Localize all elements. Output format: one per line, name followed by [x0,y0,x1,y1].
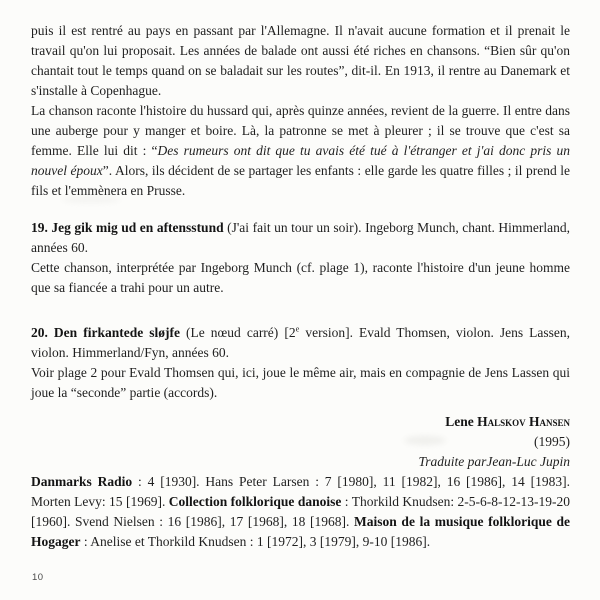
track-19-note: Cette chanson, interprétée par Ingeborg Munch (cf. plage 1), raconte l'histoire d'un jeune homme que sa fiancée a trahi pour un autre. [31,260,570,295]
track-20-note: Voir plage 2 pour Evald Thomsen qui, ici, joue le même air, mais en compagnie de Jens Lassen qui joue la “seconde” partie (accords). [31,365,570,400]
track-20-heading [31,323,570,363]
track-20-entry [31,323,570,403]
credits-source-3: Maison de la musique folklorique de Hogager [31,514,570,549]
track-19-entry [31,218,570,298]
track-19-heading [31,218,570,258]
credits-segment-2: : Thorkild Knudsen: 2-5-6-8-12-13-19-20 [1960]. Svend Nielsen : 16 [1986], 17 [1968], 18 [1968]. [31,494,570,529]
recording-credits [31,472,570,552]
credits-segment-3: : Anelise et Thorkild Knudsen : 1 [1972], 3 [1979], 9-10 [1986]. [80,534,431,549]
signature-year: (1995) [534,434,570,449]
story-quote-italic: Des rumeurs ont dit que tu avais été tué à l'étranger et j'ai donc pris un nouvel époux [31,143,570,178]
signature-block [31,412,570,472]
author-first-name: Lene [445,414,478,429]
credits-segment-1: : 4 [1930]. Hans Peter Larsen : 7 [1980], 11 [1982], 16 [1986], 14 [1983]. Morten Levy: 15 [1969]. [31,474,571,509]
author-last-name-smallcaps: Halskov Hansen [477,414,570,429]
story-lead-text: La chanson raconte l'histoire du hussard qui, après quinze années, revient de la guerre. Il entre dans une auberge pour y manger et boire. Là, la patronne se met à pleurer ; il se trouve que c'est sa femme. Elle lui dit : “ [31,103,570,158]
paragraph-continuation: puis il est rentré au pays en passant par l'Allemagne. Il n'avait aucune formation et il prenait le travail qu'on lui proposait. Les années de balade ont aussi été riches en chansons. “Bien sûr qu'on chantait tout le temps quand on se baladait sur les routes”, dit-il. En 1913, il rentre au Danemark et s'installe à Copenhague. [31,23,570,98]
track-19-details: (J'ai fait un tour un soir). Ingeborg Munch, chant. Himmerland, années 60. [31,220,570,255]
page-number: 10 [32,572,44,583]
author-name [31,412,570,432]
credits-source-1: Danmarks Radio [31,474,133,489]
track-20-details-pre: (Le nœud carré) [2 [179,325,296,340]
track-20-details-post: version]. Evald Thomsen, violon. Jens Lassen, violon. Himmerland/Fyn, années 60. [31,325,571,360]
story-tail-text: ”. Alors, ils décident de se partager les enfants : elle garde les quatre filles ; il prend le fils et l'emmènera en Prusse. [31,163,571,198]
paragraph-hussar-story [31,101,570,201]
credits-source-2: Collection folklorique danoise [168,494,342,509]
track-20-version-superscript: e [295,324,300,334]
track-20-title: 20. Den firkantede sløjfe [31,325,180,340]
translation-credit: Traduite parJean-Luc Jupin [418,454,570,469]
track-19-title: 19. Jeg gik mig ud en aftensstund [31,220,224,235]
